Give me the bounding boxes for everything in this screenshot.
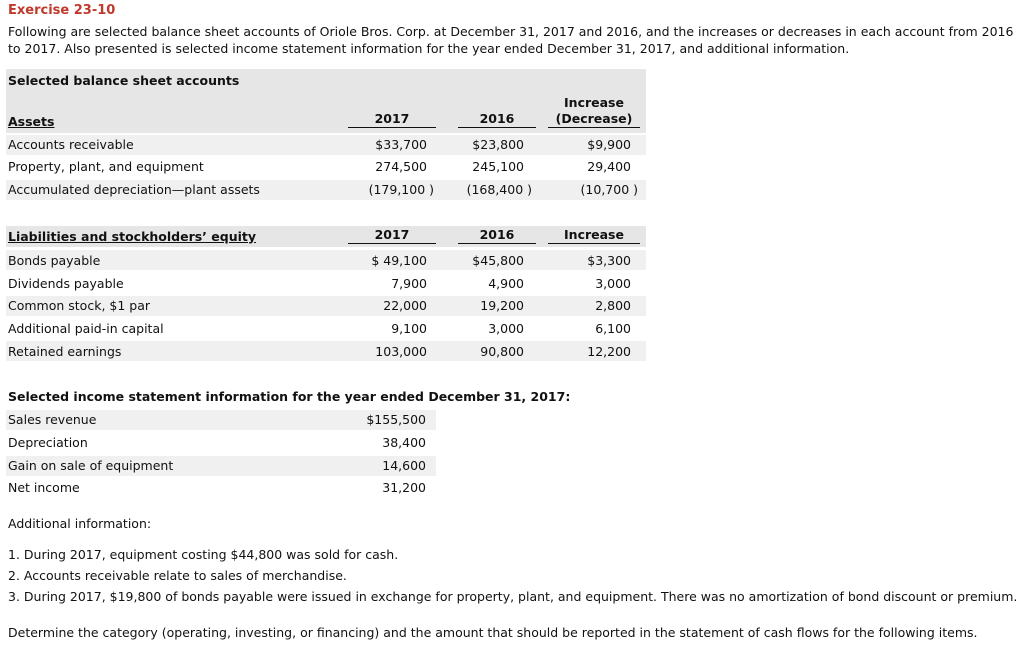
asset-row-label: Accumulated depreciation—plant assets	[8, 182, 260, 197]
liab-row-2016: 90,800	[480, 344, 524, 359]
asset-row-2016: $23,800	[472, 137, 524, 152]
liab-row-label: Common stock, $1 par	[8, 298, 151, 313]
liab-col-change: Increase	[548, 227, 640, 244]
liab-row-label: Dividends payable	[8, 276, 124, 291]
liab-row-2016: 4,900	[488, 276, 524, 291]
liab-row-2016: 3,000	[488, 321, 524, 336]
exercise-title: Exercise 23-10	[8, 3, 116, 18]
asset-row-2017: (179,100 )	[368, 182, 434, 197]
income-row-value: 38,400	[382, 435, 426, 450]
assets-col-change-line2: (Decrease)	[548, 111, 640, 128]
asset-row-2016: (168,400 )	[466, 182, 532, 197]
income-row-label: Sales revenue	[8, 412, 97, 427]
income-row-label: Depreciation	[8, 435, 88, 450]
additional-info-item: 3. During 2017, $19,800 of bonds payable were issued in exchange for property, plant, and equipment. There was no amortization of bond discount or premium.	[8, 589, 1018, 604]
liab-row-change: 3,000	[595, 276, 631, 291]
income-row-value: 31,200	[382, 480, 426, 495]
assets-col-2017: 2017	[348, 111, 436, 128]
asset-row-change: $9,900	[587, 137, 631, 152]
additional-info-item: 1. During 2017, equipment costing $44,800 was sold for cash.	[8, 547, 399, 562]
income-row-label: Net income	[8, 480, 80, 495]
liab-row-label: Additional paid-in capital	[8, 321, 164, 336]
liab-row-label: Bonds payable	[8, 253, 101, 268]
liabilities-section-label: Liabilities and stockholders’ equity	[8, 229, 257, 244]
income-row-label: Gain on sale of equipment	[8, 458, 174, 473]
asset-row-2017: 274,500	[375, 159, 427, 174]
liab-row-2017: 22,000	[383, 298, 427, 313]
asset-row-2016: 245,100	[472, 159, 524, 174]
income-statement-heading: Selected income statement information for the year ended December 31, 2017:	[8, 389, 571, 404]
liab-row-2017: 103,000	[375, 344, 427, 359]
liab-row-2016: 19,200	[480, 298, 524, 313]
asset-row-2017: $33,700	[375, 137, 427, 152]
income-row-value: 14,600	[382, 458, 426, 473]
additional-info-item: 2. Accounts receivable relate to sales of merchandise.	[8, 568, 347, 583]
assets-col-2016: 2016	[458, 111, 536, 128]
liab-row-change: 6,100	[595, 321, 631, 336]
asset-row-change: 29,400	[587, 159, 631, 174]
liab-row-2017: 9,100	[391, 321, 427, 336]
liab-row-change: 12,200	[587, 344, 631, 359]
liab-row-change: $3,300	[587, 253, 631, 268]
liab-row-2017: $ 49,100	[371, 253, 427, 268]
asset-row-change: (10,700 )	[580, 182, 638, 197]
income-row-value: $155,500	[366, 412, 426, 427]
instruction-text: Determine the category (operating, investing, or financing) and the amount that should be reported in the statement of cash flows for the following items.	[8, 625, 978, 640]
liab-col-2017: 2017	[348, 227, 436, 244]
balance-sheet-heading: Selected balance sheet accounts	[8, 73, 240, 88]
asset-row-label: Accounts receivable	[8, 137, 134, 152]
additional-info-heading: Additional information:	[8, 516, 152, 531]
liab-row-change: 2,800	[595, 298, 631, 313]
liab-row-2016: $45,800	[472, 253, 524, 268]
asset-row-label: Property, plant, and equipment	[8, 159, 204, 174]
assets-col-change-line1: Increase	[564, 95, 624, 110]
assets-section-label: Assets	[8, 114, 55, 129]
liab-col-2016: 2016	[458, 227, 536, 244]
liab-row-label: Retained earnings	[8, 344, 122, 359]
liab-row-2017: 7,900	[391, 276, 427, 291]
exercise-intro: Following are selected balance sheet accounts of Oriole Bros. Corp. at December 31, 2017 and 2016, and the increases or decreases in each account from 2016 to 2017. Also presented is selected income statement information for the year ended December 31, 2017, and additional information.	[8, 24, 1014, 56]
